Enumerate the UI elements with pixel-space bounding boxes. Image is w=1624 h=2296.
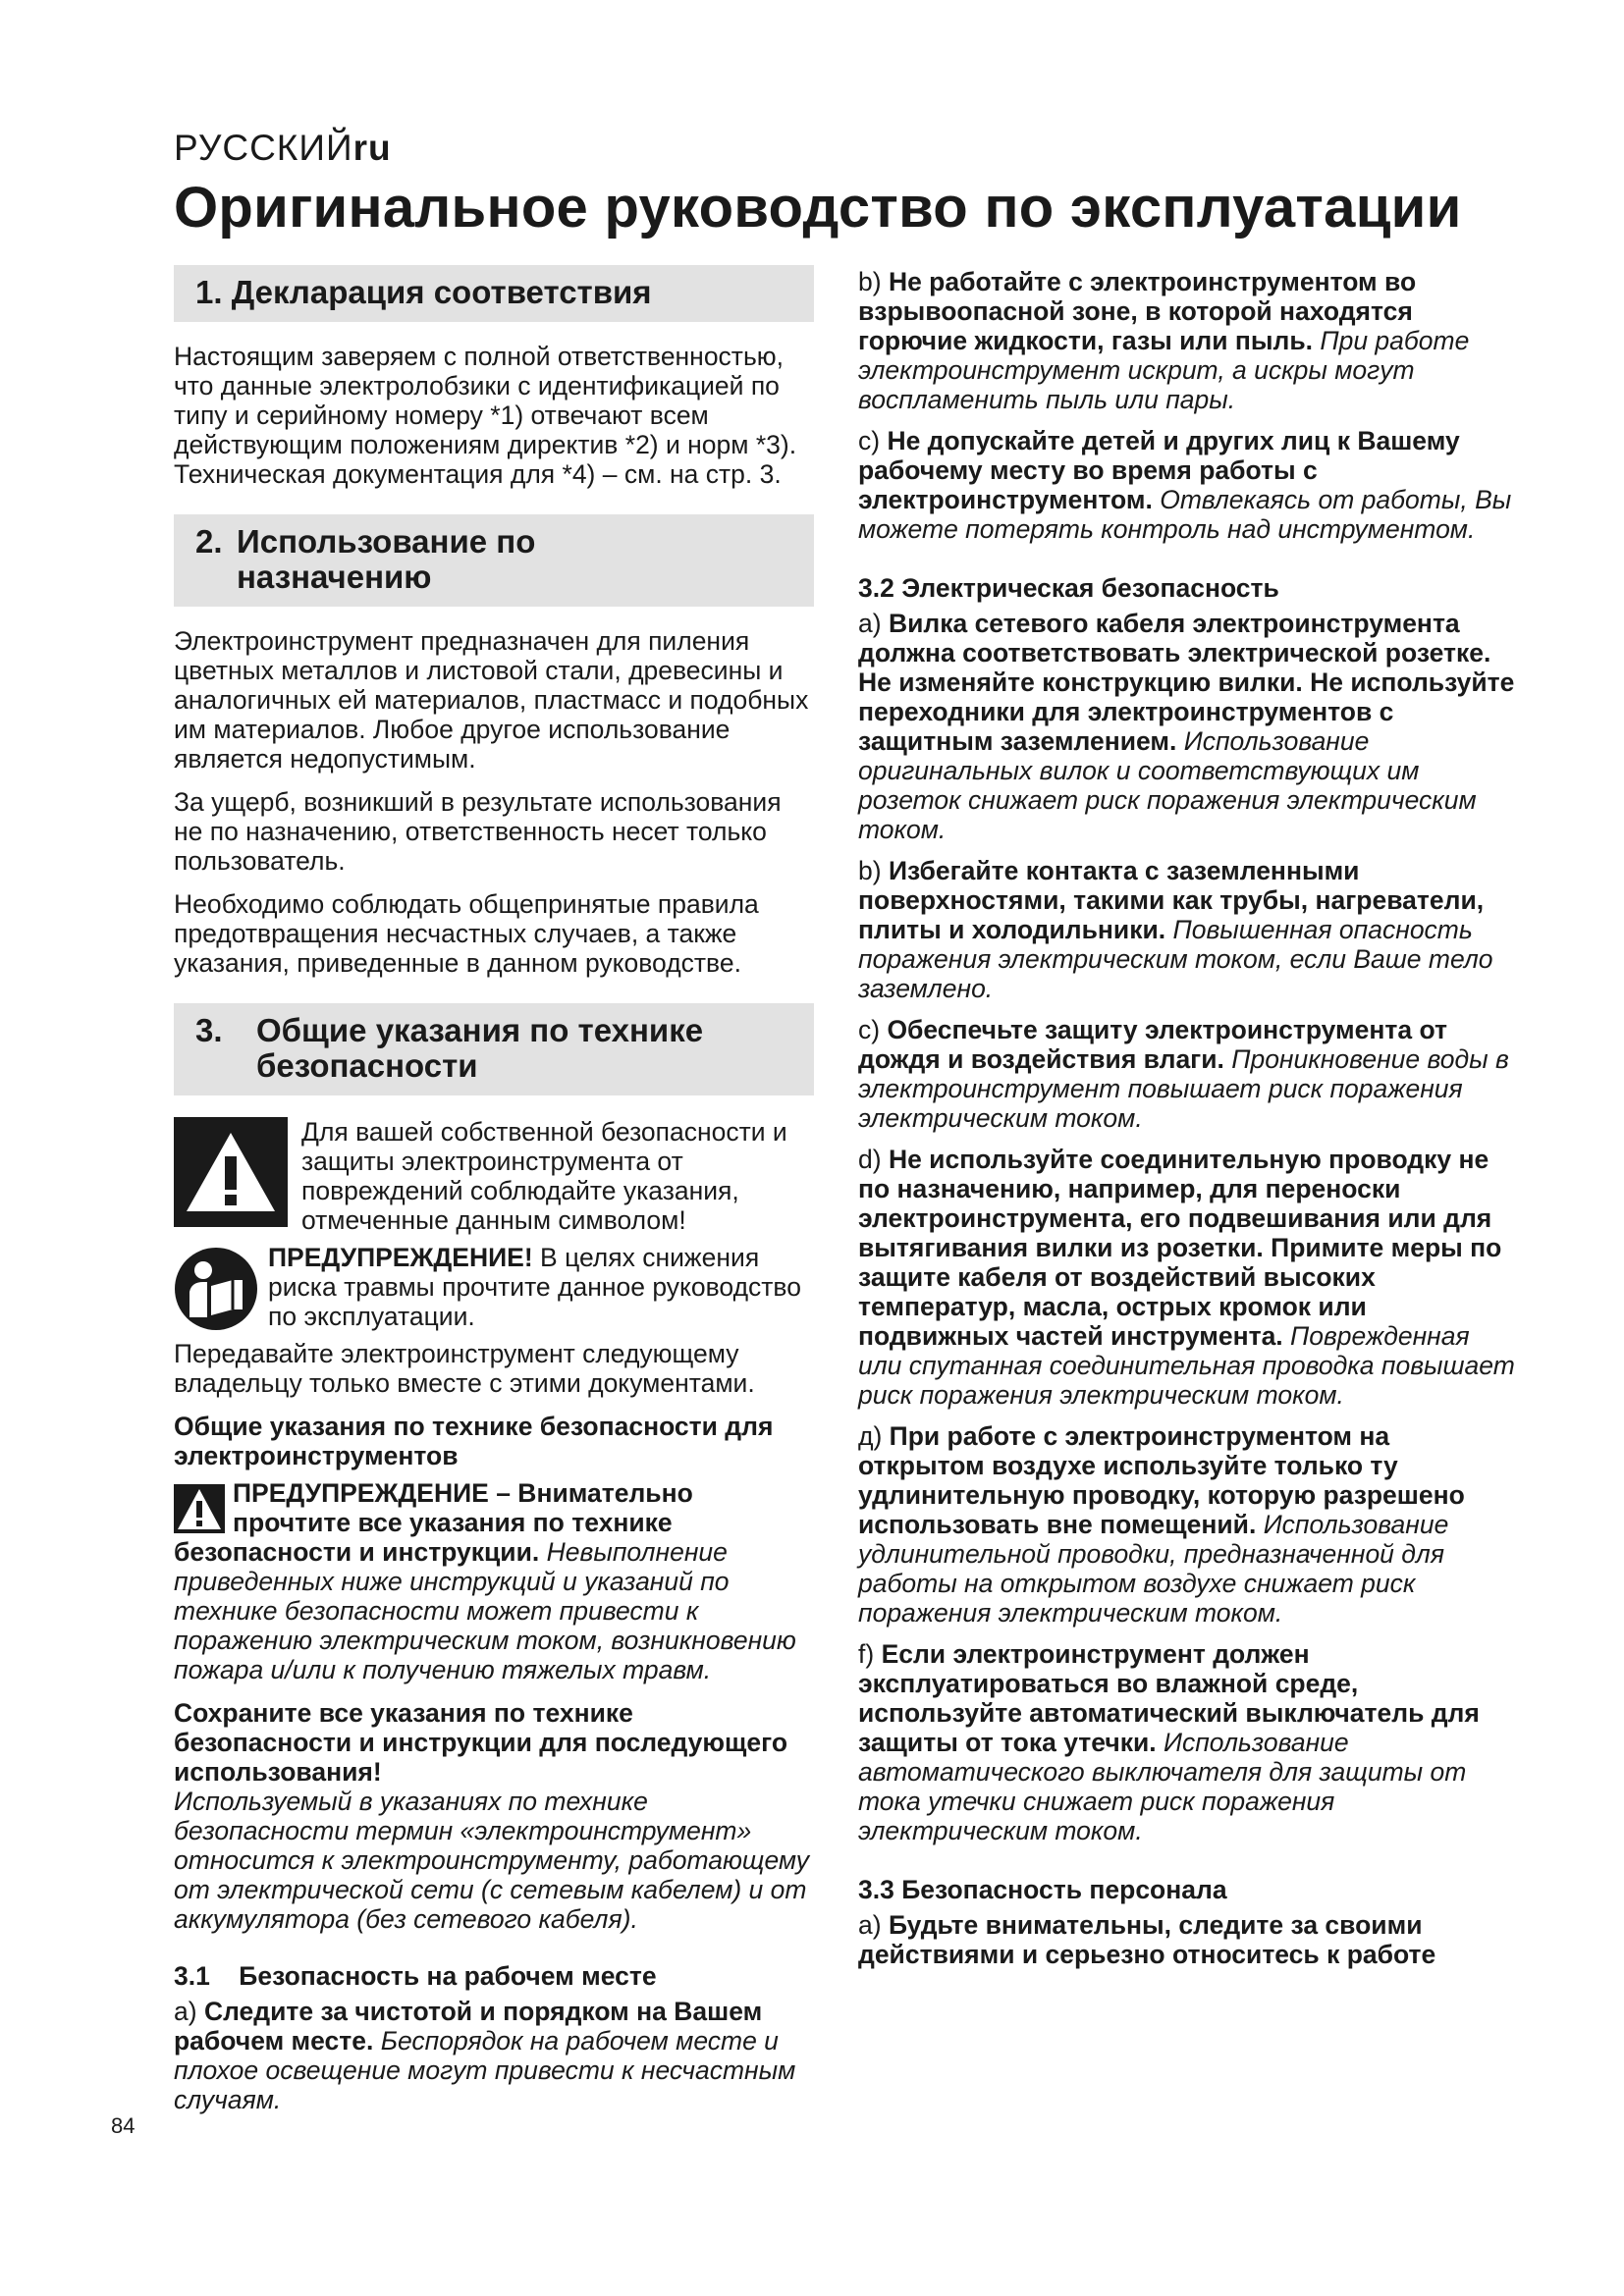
item-bold: Обеспечьте защиту электроинструмента от дождя и воздействия влаги. [858, 1015, 1447, 1074]
item-italic: Беспорядок на рабочем месте и плохое освещение могут привести к несчастным случаям. [174, 2026, 796, 2114]
language-code: ru [352, 128, 392, 168]
item-prefix: b) [858, 856, 889, 885]
keep-instructions-bold: Сохраните все указания по технике безопасности и инструкции для последующего использования! [174, 1698, 788, 1787]
section-3-1-a [174, 1997, 814, 2114]
electrical-c [858, 1015, 1516, 1133]
warning-label: ПРЕДУПРЕЖДЕНИЕ! [268, 1243, 533, 1272]
item-italic: Отвлекаясь от работы, Вы можете потерять контроль над инструментом. [858, 485, 1512, 544]
section-3-title: Общие указания по технике безопасности [256, 1012, 704, 1084]
item-bold: Не используйте соединительную проводку не по назначению, например, для переноски электроинструмента, его подвешивания или для вытягивания вилки из розетки. Примите меры по защите кабеля от воздействий высоких температур, масла, острых кромок или подвижных частей инструмента. [858, 1145, 1502, 1351]
item-italic: Использование удлинительной проводки, предназначенной для работы на открытом воздухе снижает риск поражения электрическим током. [858, 1510, 1449, 1628]
electrical-e [858, 1421, 1516, 1628]
small-warning-icon [174, 1484, 225, 1533]
section-3-number: 3. [195, 1012, 223, 1048]
item-italic: Использование оригинальных вилок и соответствующих им розеток снижает риск поражения электрическим током. [858, 726, 1477, 844]
section-1-heading: 1. Декларация соответствия [174, 265, 814, 322]
section-2-number: 2. [195, 523, 223, 560]
item-italic: Проникновение воды в электроинструмент повышает риск поражения электрическим током. [858, 1044, 1509, 1133]
item-bold: Избегайте контакта с заземленными поверхностями, такими как трубы, нагреватели, плиты и холодильники. [858, 856, 1485, 944]
electrical-d [858, 1145, 1516, 1410]
workplace-b [858, 267, 1516, 414]
right-column [858, 267, 1516, 1981]
read-manual-block [174, 1243, 814, 1331]
page-number: 84 [111, 2113, 135, 2138]
section-3-3-title: 3.3 Безопасность персонала [858, 1875, 1227, 1904]
section-1-text: Настоящим заверяем с полной ответственностью, что данные электролобзики с идентификацией по типу и серийному номеру *1) отвечают всем действующим положениям директив *2) и норм *3). Техническая документация для *4) – см. на стр. 3. [174, 342, 797, 489]
item-prefix: a) [858, 609, 889, 638]
section-3-1-title: 3.1 Безопасность на рабочем месте [174, 1961, 657, 1991]
section-2-heading [174, 514, 814, 607]
item-prefix: a) [858, 1910, 889, 1940]
electrical-f [858, 1639, 1516, 1845]
warning-read-all-bold: ПРЕДУПРЕЖДЕНИЕ – Внимательно прочтите все указания по технике безопасности и инструкции. [174, 1478, 693, 1567]
item-prefix: a) [174, 1997, 204, 2026]
item-prefix: b) [858, 267, 889, 296]
item-italic: Использование автоматического выключателя для защиты от тока утечки снижает риск поражения электрическим током. [858, 1728, 1467, 1845]
warning-triangle-icon [174, 1117, 288, 1227]
read-manual-text [268, 1243, 814, 1331]
warning-read-all [174, 1478, 814, 1684]
warning-read-all-italic: Невыполнение приведенных ниже инструкций и указаний по технике безопасности может привести к поражению электрическим током, возникновению пожара и/или к получению тяжелых травм. [174, 1537, 796, 1684]
keep-instructions [174, 1698, 814, 1934]
item-bold: Следите за чистотой и порядком на Вашем рабочем месте. [174, 1997, 763, 2056]
item-bold: При работе с электроинструментом на открытом воздухе используйте только ту удлинительную проводку, которую разрешено использовать вне помещений. [858, 1421, 1465, 1539]
read-manual-icon [174, 1247, 258, 1331]
electrical-a [858, 609, 1516, 844]
personal-a [858, 1910, 1516, 1969]
item-bold: Вилка сетевого кабеля электроинструмента должна соответствовать электрической розетке. Не изменяйте конструкцию вилки. Не используйте переходники для электроинструментов с защитным заземлением. [858, 609, 1515, 756]
item-prefix: f) [858, 1639, 882, 1669]
item-bold: Не допускайте детей и других лиц к Вашему рабочему месту во время работы с электроинструментом. [858, 426, 1460, 514]
electrical-b [858, 856, 1516, 1003]
page-title: Оригинальное руководство по эксплуатации [174, 176, 1462, 240]
section-2-p1: Электроинструмент предназначен для пиления цветных металлов и листовой стали, древесины и аналогичных ей материалов, пластмасс и подобных им материалов. Любое другое использование является недопустимым. [174, 626, 809, 774]
section-3-heading [174, 1003, 814, 1095]
warning-symbol-text: Для вашей собственной безопасности и защиты электроинструмента от повреждений соблюдайте указания, отмеченные данным символом! [301, 1117, 787, 1235]
section-2-p2: За ущерб, возникший в результате использования не по назначению, ответственность несет только пользователь. [174, 787, 782, 876]
read-manual-body: В целях снижения риска травмы прочтите данное руководство по эксплуатации. [268, 1243, 801, 1331]
language-name: РУССКИЙ [174, 128, 353, 168]
section-2-title: Использование по назначению [237, 523, 536, 595]
left-column [174, 265, 814, 2126]
warning-symbol-block [174, 1117, 814, 1235]
language-label [174, 128, 392, 169]
item-prefix: c) [858, 1015, 888, 1044]
general-safety-heading: Общие указания по технике безопасности для электроинструментов [174, 1412, 774, 1470]
keep-instructions-italic: Используемый в указаниях по технике безопасности термин «электроинструмент» относится к электроинструменту, работающему от электрической сети (с сетевым кабелем) и от аккумулятора (без сетевого кабеля). [174, 1787, 810, 1934]
item-italic: Повышенная опасность поражения электрическим током, если Ваше тело заземлено. [858, 915, 1493, 1003]
pass-on-text: Передавайте электроинструмент следующему владельцу только вместе с этими документами. [174, 1339, 755, 1398]
item-prefix: д) [858, 1421, 890, 1451]
item-bold: Если электроинструмент должен эксплуатироваться во влажной среде, используйте автоматический выключатель для защиты от тока утечки. [858, 1639, 1480, 1757]
item-prefix: d) [858, 1145, 889, 1174]
section-3-2-title: 3.2 Электрическая безопасность [858, 573, 1279, 603]
item-bold: Не работайте с электроинструментом во взрывоопасной зоне, в которой находятся горючие жидкости, газы или пыль. [858, 267, 1417, 355]
section-2-p3: Необходимо соблюдать общепринятые правила предотвращения несчастных случаев, а также указания, приведенные в данном руководстве. [174, 889, 759, 978]
workplace-c [858, 426, 1516, 544]
item-bold: Будьте внимательны, следите за своими действиями и серьезно относитесь к работе [858, 1910, 1436, 1969]
item-italic: Поврежденная или спутанная соединительная проводка повышает риск поражения электрическим током. [858, 1321, 1515, 1410]
item-prefix: c) [858, 426, 888, 455]
item-italic: При работе электроинструмент искрит, а искры могут воспламенить пыль или пары. [858, 326, 1470, 414]
